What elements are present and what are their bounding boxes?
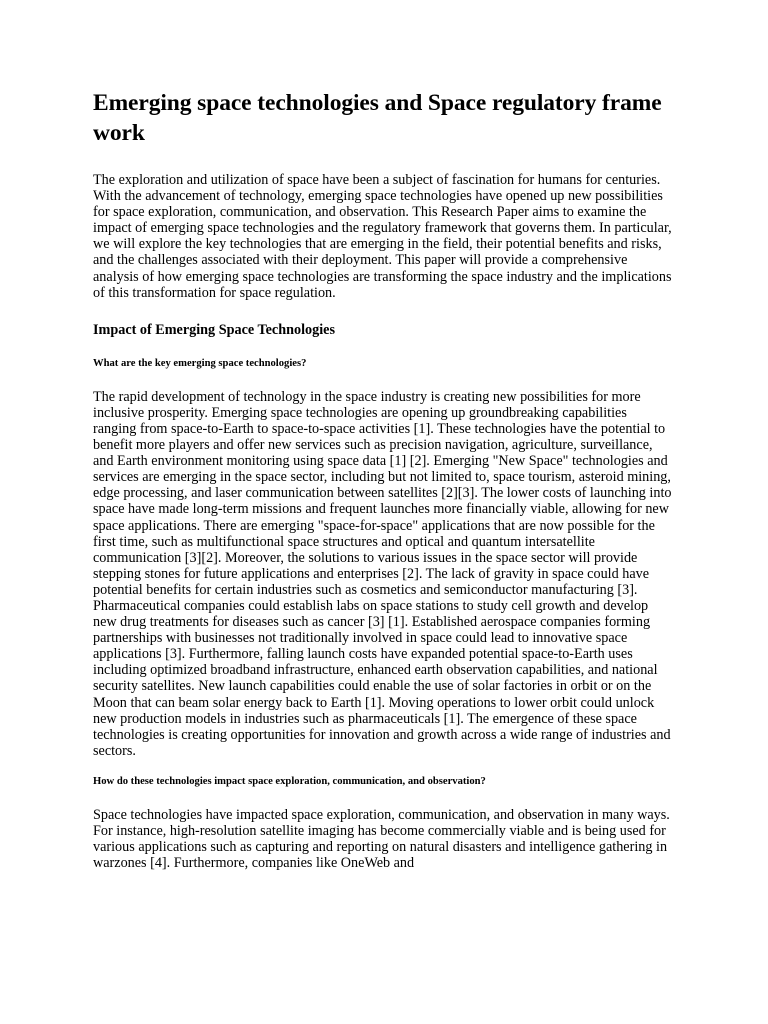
section-heading: Impact of Emerging Space Technologies: [93, 321, 335, 338]
intro-paragraph: The exploration and utilization of space have been a subject of fascination for humans for centuries. With the advancement of technology, emerging space technologies have opened up new possibilities for space exploration, communication, and observation. This Research Paper aims to examine the impact of emerging space technologies and the regulatory framework that governs them. In particular, we will explore the key technologies that are emerging in the field, their potential benefits and risks, and the challenges associated with their deployment. This paper will provide a comprehensive analysis of how emerging space technologies are transforming the space industry and the implications of this transformation for space regulation.: [93, 172, 672, 301]
subsection-question-1: What are the key emerging space technologies?: [93, 357, 307, 369]
subsection-question-2: How do these technologies impact space exploration, communication, and observation?: [93, 775, 486, 787]
body-paragraph-1: The rapid development of technology in the space industry is creating new possibilities for more inclusive prosperity. Emerging space technologies are opening up groundbreaking capabilities ranging from space-to-Earth to space-to-space activities [1]. These technologies have the potential to benefit more players and offer new services such as precision navigation, agriculture, surveillance, and Earth environment monitoring using space data [1] [2]. Emerging "New Space" technologies and services are emerging in the space sector, including but not limited to, space tourism, asteroid mining, edge processing, and laser communication between satellites [2][3]. The lower costs of launching into space have made long-term missions and frequent launches more financially viable, allowing for new space applications. There are emerging "space-for-space" applications that are now possible for the first time, such as multifunctional space structures and optical and quantum intersatellite communication [3][2]. Moreover, the solutions to various issues in the space sector will provide stepping stones for future applications and enterprises [2]. The lack of gravity in space could have potential benefits for certain industries such as cosmetics and semiconductor manufacturing [3]. Pharmaceutical companies could establish labs on space stations to study cell growth and develop new drug treatments for diseases such as cancer [3] [1]. Established aerospace companies forming partnerships with businesses not traditionally involved in space could lead to innovative space applications [3]. Furthermore, falling launch costs have expanded potential space-to-Earth uses including optimized broadband infrastructure, enhanced earth observation capabilities, and national security satellites. New launch capabilities could enable the use of solar factories in orbit or on the Moon that can beam solar energy back to Earth [1]. Moving operations to lower orbit could unlock new production models in industries such as pharmaceuticals [1]. The emergence of these space technologies is creating opportunities for innovation and growth across a wide range of industries and sectors.: [93, 388, 672, 759]
body-paragraph-2: Space technologies have impacted space exploration, communication, and observation in many ways. For instance, high-resolution satellite imaging has become commercially viable and is being used for various applications such as capturing and reporting on natural disasters and intelligence gathering in warzones [4]. Furthermore, companies like OneWeb and: [93, 806, 670, 872]
document-body: [93, 88, 673, 871]
document-title: Emerging space technologies and Space regulatory frame work: [93, 90, 662, 146]
